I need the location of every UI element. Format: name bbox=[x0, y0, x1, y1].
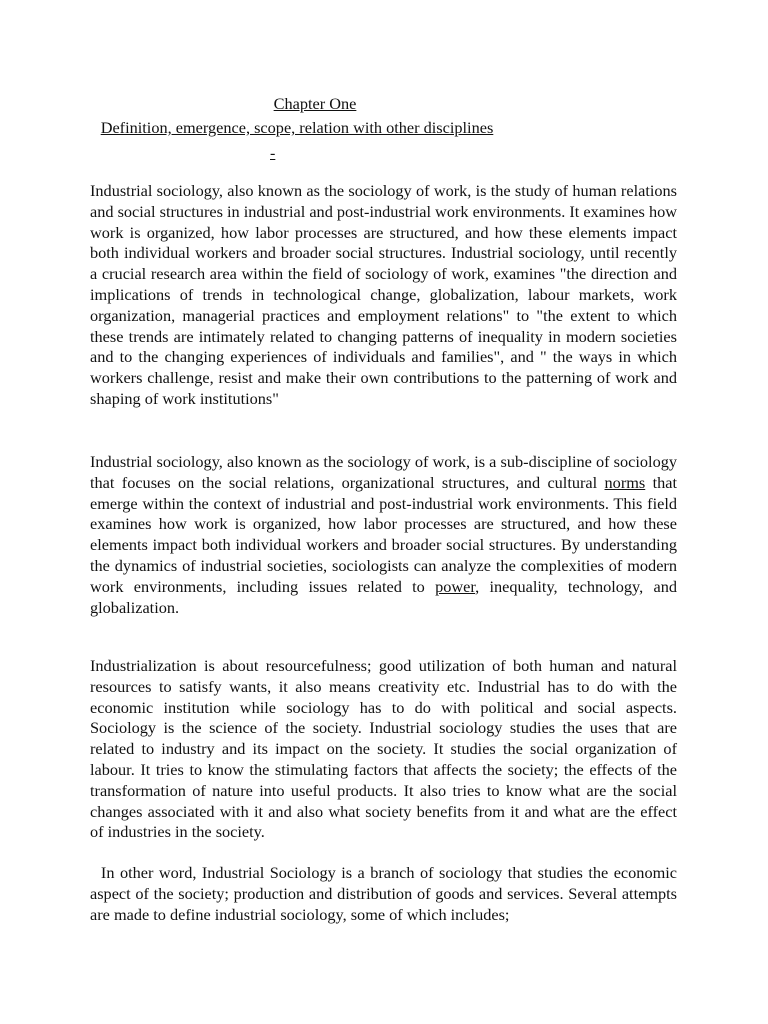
paragraph-sub-discipline bbox=[90, 452, 677, 618]
chapter-title bbox=[0, 94, 630, 114]
paragraph-definition: Industrial sociology, also known as the sociology of work, is the study of human relations and social structures in industrial and post-industrial work environments. It examines how work is organized, how labor processes are structured, and how these elements impact both individual workers and broader social structures. Industrial sociology, until recently a crucial research area within the field of sociology of work, examines "the direction and implications of trends in technological change, globalization, labour markets, work organization, managerial practices and employment relations" to "the extent to which these trends are intimately related to changing patterns of inequality in modern societies and to the changing experiences of individuals and families", and " the ways in which workers challenge, resist and make their own contributions to the patterning of work and shaping of work institutions" bbox=[90, 181, 677, 408]
paragraph-text: that emerge within the context of industrial and post-industrial work environments. This field examines how work is organized, how labor processes are structured, and how these elements impact both individual workers and broader social structures. By understanding the dynamics of industrial societies, sociologists can analyze the complexities of modern work environments, including issues related to bbox=[90, 472, 678, 596]
paragraph-text: Industrial sociology, also known as the sociology of work, is a sub-discipline of sociology that focuses on the social relations, organizational structures, and cultural bbox=[90, 452, 677, 492]
paragraph-text: , inequality, technology, and globalization. bbox=[90, 576, 677, 617]
underlined-dash: - bbox=[270, 145, 276, 162]
paragraph-industrialization: Industrialization is about resourcefulness; good utilization of both human and natural resources to satisfy wants, it also means creativity etc. Industrial has to do with the economic institution while sociology has to do with political and social aspects. Sociology is the science of the society. Industrial sociology studies the uses that are related to industry and its impact on the society. It studies the social organization of labour. It tries to know the stimulating factors that affects the society; the effects of the transformation of nature into useful products. It also tries to know what are the social changes associated with it and also what society benefits from it and what are the effect of industries in the society. bbox=[90, 656, 677, 842]
norms-link[interactable]: norms bbox=[604, 472, 646, 492]
power-link[interactable]: power bbox=[435, 576, 476, 596]
chapter-title-text: Chapter One bbox=[273, 94, 357, 113]
paragraph-other-word: In other word, Industrial Sociology is a branch of sociology that studies the economic aspect of the society; production and distribution of goods and services. Several attempts are made to define industrial sociology, some of which includes; bbox=[90, 863, 677, 924]
chapter-subtitle-text: Definition, emergence, scope, relation with other disciplines bbox=[100, 118, 494, 137]
chapter-subtitle bbox=[0, 118, 594, 138]
